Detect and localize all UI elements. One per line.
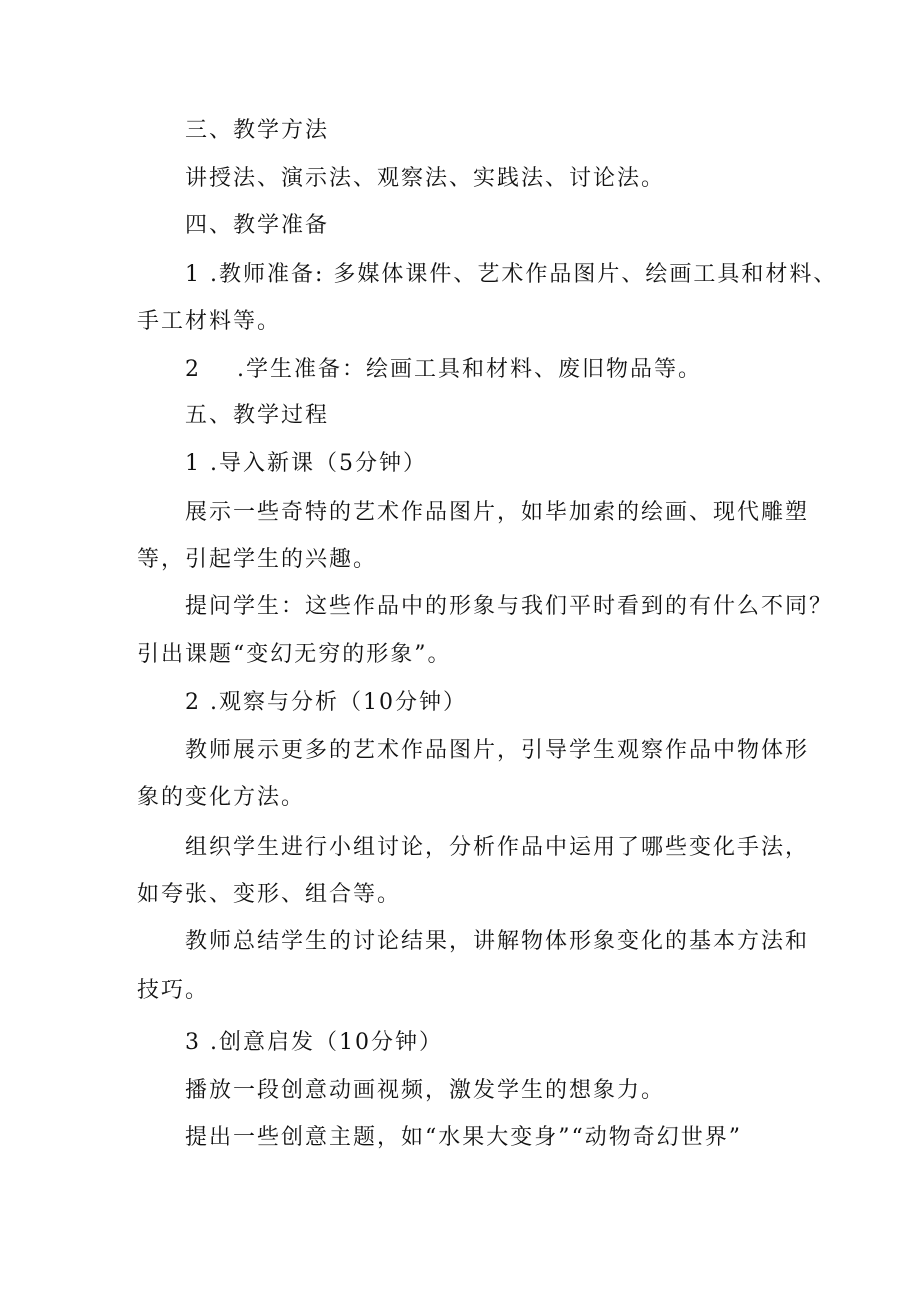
paragraph-observation-1: 教师展示更多的艺术作品图片，引导学生观察作品中物体形 xyxy=(185,738,810,763)
paragraph-observation-2: 组织学生进行小组讨论，分析作品中运用了哪些变化手法， xyxy=(185,835,810,860)
paragraph-introduction-2: 提问学生：这些作品中的形象与我们平时看到的有什么不同？ xyxy=(185,594,834,619)
paragraph-observation-2-continued: 如夸张、变形、组合等。 xyxy=(137,882,402,907)
paragraph-creative-2: 提出一些创意主题，如“水果大变身”“动物奇幻世界” xyxy=(185,1125,742,1150)
list-item-teacher-preparation: 1 .教师准备: 多媒体课件、艺术作品图片、绘画工具和材料、 xyxy=(185,262,838,287)
paragraph-teaching-methods: 讲授法、演示法、观察法、实践法、讨论法。 xyxy=(185,166,666,191)
paragraph-creative-1: 播放一段创意动画视频，激发学生的想象力。 xyxy=(185,1078,666,1103)
section-heading-teaching-methods: 三、教学方法 xyxy=(185,118,330,143)
paragraph-introduction-2-continued: 引出课题“变幻无穷的形象”。 xyxy=(137,642,452,667)
subheading-creative-inspiration: 3 .创意启发（10分钟） xyxy=(185,1030,443,1055)
paragraph-observation-1-continued: 象的变化方法。 xyxy=(137,785,306,810)
subheading-observation-analysis: 2 .观察与分析（10分钟） xyxy=(185,690,467,715)
subheading-introduction: 1 .导入新课（5分钟） xyxy=(185,451,427,476)
paragraph-introduction-1: 展示一些奇特的艺术作品图片，如毕加索的绘画、现代雕塑 xyxy=(185,500,810,525)
section-heading-teaching-process: 五、教学过程 xyxy=(185,403,330,428)
paragraph-observation-3-continued: 技巧。 xyxy=(137,978,210,1003)
list-item-teacher-preparation-continued: 手工材料等。 xyxy=(137,309,282,334)
paragraph-observation-3: 教师总结学生的讨论结果，讲解物体形象变化的基本方法和 xyxy=(185,929,810,954)
section-heading-teaching-preparation: 四、教学准备 xyxy=(185,213,330,238)
paragraph-introduction-1-continued: 等，引起学生的兴趣。 xyxy=(137,547,378,572)
list-item-student-preparation: 2 .学生准备：绘画工具和材料、废旧物品等。 xyxy=(185,357,702,382)
